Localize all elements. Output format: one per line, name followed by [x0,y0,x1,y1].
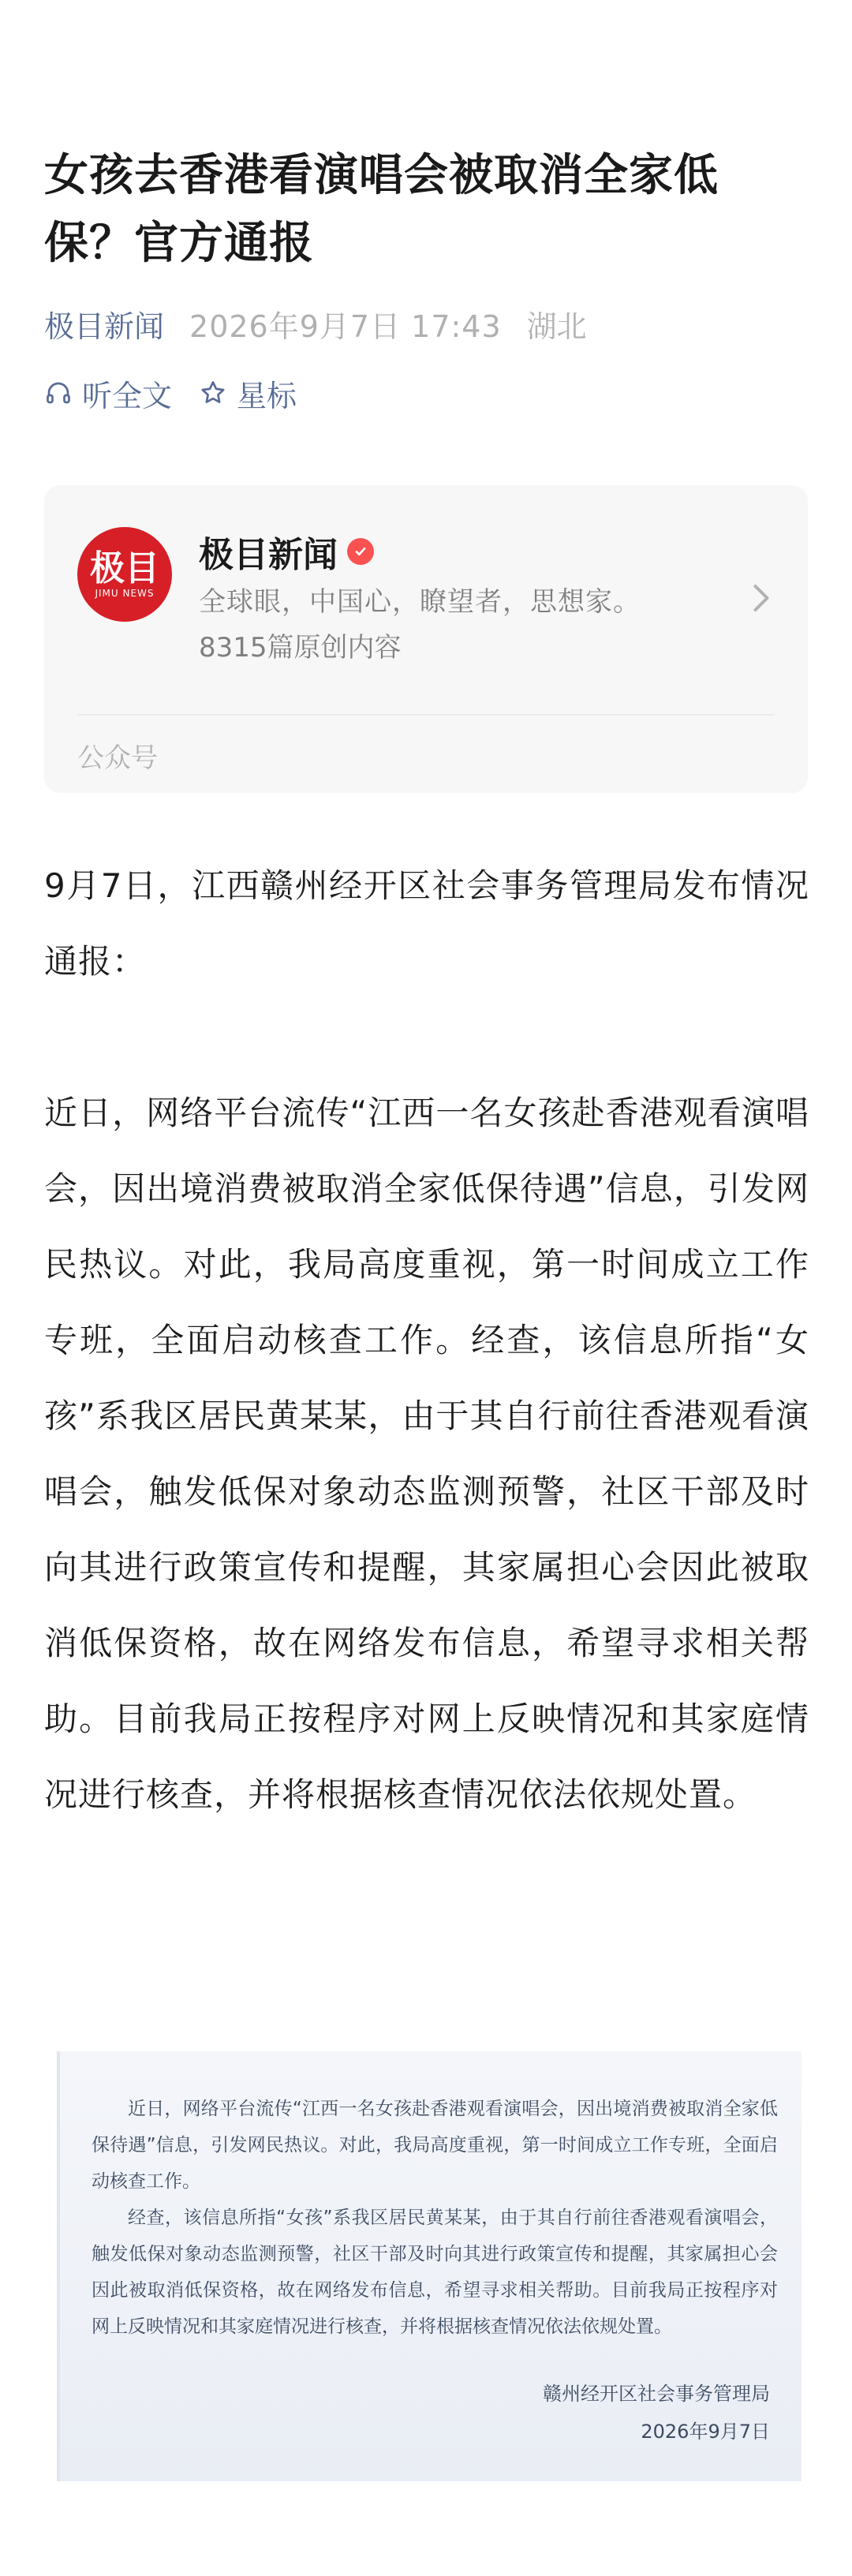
body-paragraph-main: 近日，网络平台流传“江西一名女孩赴香港观看演唱会，因出境消费被取消全家低保待遇”信息，引发网民热议。对此，我局高度重视，第一时间成立工作专班，全面启动核查工作。经查，该信息所指“女孩”系我区居民黄某某，由于其自行前往香港观看演唱会，触发低保对象动态监测预警，社区干部及时向其进行政策宣传和提醒，其家属担心会因此被取消低保资格，故在网络发布信息，希望寻求相关帮助。目前我局正按程序对网上反映情况和其家庭情况进行核查，并将根据核查情况依法依规处置。 [44,1094,809,1814]
notice-text [92,2091,778,2345]
card-divider [77,714,775,716]
notice-paragraph-1: 近日，网络平台流传“江西一名女孩赴香港观看演唱会，因出境消费被取消全家低保待遇”信息，引发网民热议。对此，我局高度重视，第一时间成立工作专班，全面启动核查工作。 [92,2099,778,2192]
account-description: 全球眼，中国心，瞭望者，思想家。 [199,586,641,618]
account-name-row [199,526,374,577]
star-label: 星标 [237,378,297,413]
star-button[interactable] [199,372,297,415]
chevron-right-icon [749,578,773,618]
account-type-label: 公众号 [77,742,158,774]
listen-button[interactable] [44,372,172,415]
headphones-icon [44,379,73,407]
notice-paragraph-2: 经查，该信息所指“女孩”系我区居民黄某某，由于其自行前往香港观看演唱会，触发低保对象动态监测预警，社区干部及时向其进行政策宣传和提醒，其家属担心会因此被取消低保资格，故在网络发布信息，希望寻求相关帮助。目前我局正按程序对网上反映情况和其家庭情况进行核查，并将根据核查情况依法依规处置。 [92,2208,778,2337]
article-title: 女孩去香港看演唱会被取消全家低保？官方通报 [44,150,719,269]
account-card[interactable] [44,485,808,793]
article-meta [44,304,587,343]
notice-org: 赣州经开区社会事务管理局 [543,2383,770,2405]
article-body [44,848,809,1833]
body-paragraph-intro: 9月7日，江西赣州经开区社会事务管理局发布情况通报： [44,866,809,981]
account-logo: 极目 JIMU NEWS [77,527,172,622]
article-location: 湖北 [526,308,587,344]
listen-label: 听全文 [82,378,173,413]
account-name: 极目新闻 [199,535,338,575]
notice-signature [543,2375,770,2451]
star-icon [199,379,227,407]
notice-image[interactable] [57,2051,802,2481]
notice-date: 2026年9月7日 [641,2421,770,2443]
account-article-count: 8315篇原创内容 [199,632,402,664]
verified-badge-icon [347,538,374,565]
article-actions [44,371,323,415]
article-source-link[interactable]: 极目新闻 [44,308,165,344]
article-datetime: 2026年9月7日 17:43 [189,308,502,344]
